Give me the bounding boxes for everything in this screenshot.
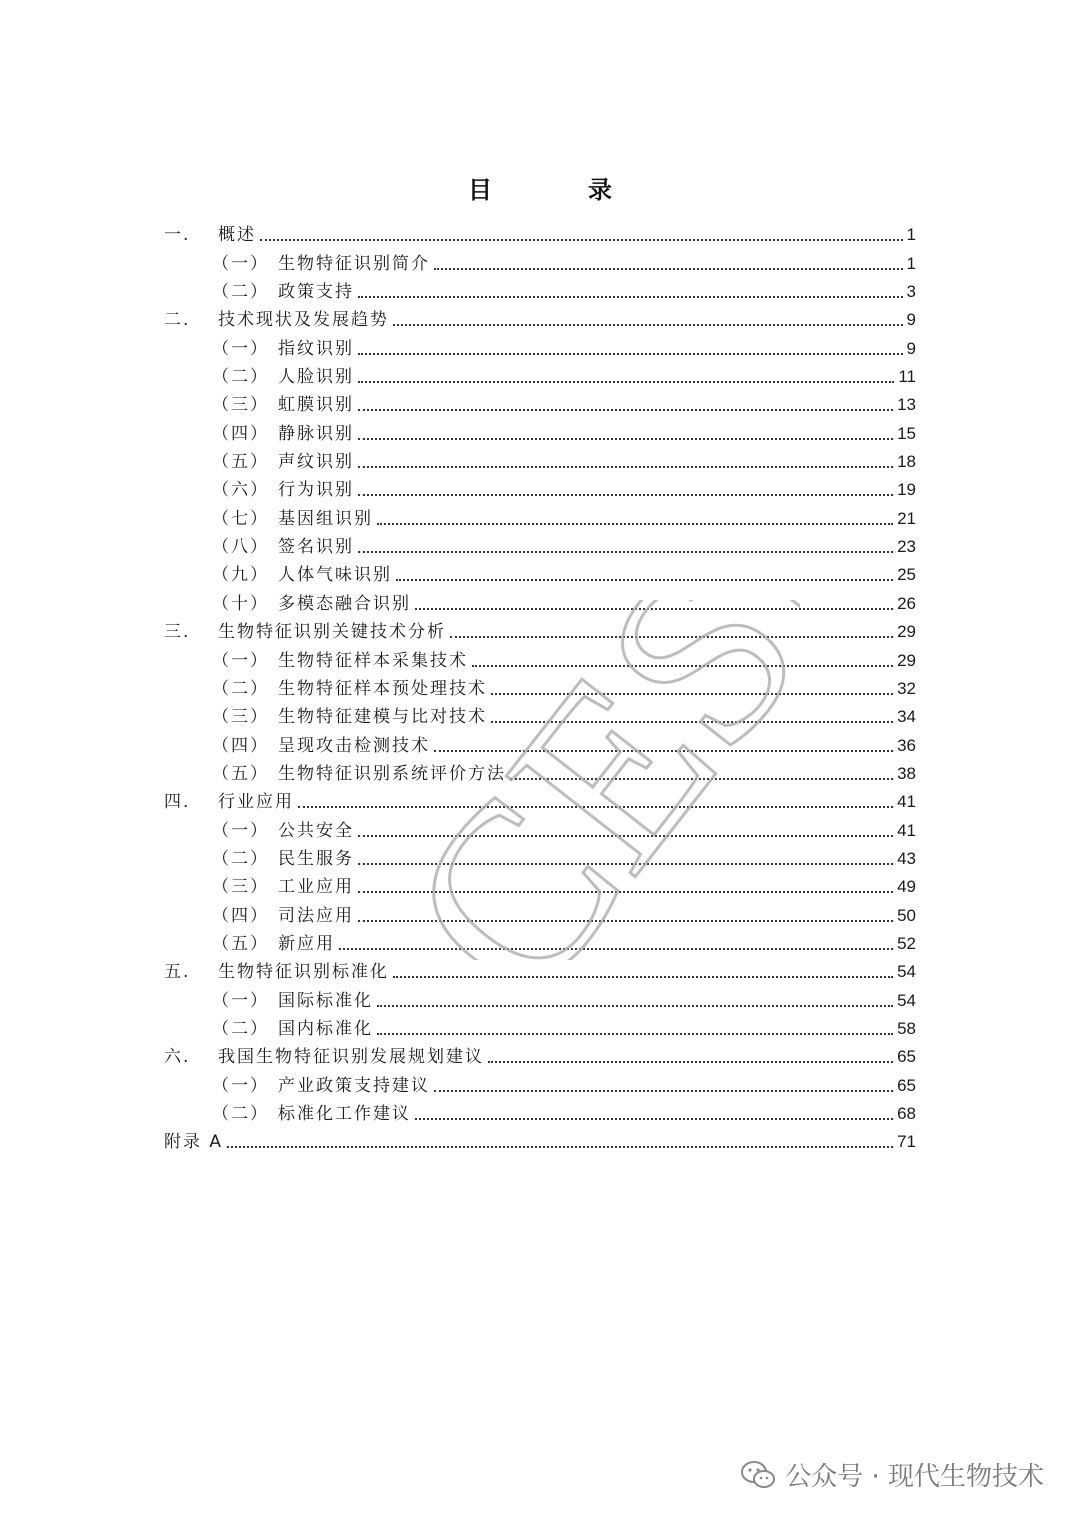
toc-number: （三） — [212, 395, 269, 416]
toc-page-number: 18 — [897, 452, 916, 472]
toc-leader-dots — [472, 665, 893, 667]
toc-row[interactable] — [164, 757, 916, 785]
toc-row[interactable] — [164, 501, 916, 529]
toc-label: 指纹识别 — [278, 338, 354, 359]
toc-leader-dots — [358, 296, 903, 298]
toc-number: （三） — [212, 877, 269, 898]
toc-leader-dots — [358, 920, 893, 922]
toc-number: 三. — [164, 622, 191, 643]
toc-page-number: 36 — [897, 735, 916, 755]
toc-leader-dots — [377, 1005, 893, 1007]
toc-label: 签名识别 — [278, 537, 354, 558]
toc-leader-dots — [358, 494, 893, 496]
toc-label: 人脸识别 — [278, 367, 354, 388]
toc-number: （九） — [212, 565, 269, 586]
footer-brand-text: 公众号 · 现代生物技术 — [785, 1462, 1044, 1492]
toc-row[interactable] — [164, 275, 916, 303]
toc-page-number: 25 — [897, 565, 916, 585]
toc-row[interactable] — [164, 218, 916, 246]
toc-number: （五） — [212, 452, 269, 473]
toc-page-number: 29 — [897, 622, 916, 642]
toc-label: 我国生物特征识别发展规划建议 — [218, 1047, 484, 1068]
toc-leader-dots — [434, 1090, 893, 1092]
toc-leader-dots — [298, 806, 893, 808]
toc-page-number: 21 — [897, 508, 916, 528]
toc-row[interactable] — [164, 303, 916, 331]
toc-page-number: 43 — [897, 848, 916, 868]
toc-row[interactable] — [164, 331, 916, 359]
toc-row[interactable] — [164, 473, 916, 501]
footer-brand — [741, 1456, 1044, 1493]
toc-label: 产业政策支持建议 — [278, 1075, 430, 1096]
toc-page-number: 54 — [897, 990, 916, 1010]
toc-leader-dots — [358, 353, 903, 355]
toc-page-number: 9 — [906, 338, 916, 358]
toc-row[interactable] — [164, 388, 916, 416]
toc-label: 生物特征样本采集技术 — [278, 650, 468, 671]
toc-leader-dots — [450, 636, 893, 638]
toc-page-number: 29 — [897, 650, 916, 670]
toc-page-number: 38 — [897, 763, 916, 783]
toc-number: 一. — [164, 225, 191, 246]
toc-row[interactable] — [164, 842, 916, 870]
toc-number: 四. — [164, 792, 191, 813]
toc-number: （四） — [212, 735, 269, 756]
toc-page-number: 65 — [897, 1075, 916, 1095]
toc-page-number: 50 — [897, 905, 916, 925]
toc-number: （一） — [212, 990, 269, 1011]
toc-label: 多模态融合识别 — [278, 593, 411, 614]
toc-row[interactable] — [164, 1097, 916, 1125]
toc-leader-dots — [358, 438, 893, 440]
toc-page-number: 34 — [897, 707, 916, 727]
toc-row[interactable] — [164, 1040, 916, 1068]
toc-label: 公共安全 — [278, 820, 354, 841]
toc-leader-dots — [434, 750, 893, 752]
toc-row[interactable] — [164, 813, 916, 841]
toc-label: 虹膜识别 — [278, 395, 354, 416]
toc-page-number: 65 — [897, 1047, 916, 1067]
toc-row[interactable] — [164, 246, 916, 274]
toc-page-number: 13 — [897, 395, 916, 415]
toc-label: 基因组识别 — [278, 508, 373, 529]
toc-page-number: 11 — [898, 367, 916, 387]
toc-row[interactable] — [164, 700, 916, 728]
toc-number: （七） — [212, 508, 269, 529]
toc-row[interactable] — [164, 728, 916, 756]
toc-leader-dots — [510, 778, 893, 780]
toc-number: （二） — [212, 678, 269, 699]
toc-row[interactable] — [164, 1125, 916, 1153]
toc-row[interactable] — [164, 927, 916, 955]
toc-number: （一） — [212, 650, 269, 671]
toc-label: 生物特征识别关键技术分析 — [218, 622, 446, 643]
toc-label: 呈现攻击检测技术 — [278, 735, 430, 756]
toc-leader-dots — [358, 835, 893, 837]
toc-page-number: 19 — [897, 480, 916, 500]
toc-page-number: 49 — [897, 877, 916, 897]
toc-row[interactable] — [164, 445, 916, 473]
toc-leader-dots — [415, 1118, 893, 1120]
toc-leader-dots — [358, 409, 893, 411]
toc-leader-dots — [377, 1033, 893, 1035]
toc-number: （一） — [212, 820, 269, 841]
page-title: 目 录 — [468, 175, 648, 204]
toc-number: （八） — [212, 537, 269, 558]
toc-label: 司法应用 — [278, 905, 354, 926]
toc-row[interactable] — [164, 416, 916, 444]
toc-label: 工业应用 — [278, 877, 354, 898]
toc-page-number: 58 — [897, 1018, 916, 1038]
toc-leader-dots — [358, 863, 893, 865]
toc-label: 政策支持 — [278, 282, 354, 303]
toc-leader-dots — [227, 1146, 893, 1148]
table-of-contents — [164, 218, 916, 1153]
toc-leader-dots — [434, 268, 903, 270]
toc-page-number: 23 — [897, 537, 916, 557]
toc-number: （一） — [212, 1075, 269, 1096]
toc-number: （五） — [212, 933, 269, 954]
toc-page-number: 52 — [897, 933, 916, 953]
toc-number: 二. — [164, 310, 191, 331]
toc-number: 六. — [164, 1047, 191, 1068]
toc-label: 国内标准化 — [278, 1018, 373, 1039]
toc-leader-dots — [396, 579, 893, 581]
toc-leader-dots — [358, 891, 893, 893]
toc-number: （五） — [212, 763, 269, 784]
toc-number: （四） — [212, 905, 269, 926]
toc-row[interactable] — [164, 785, 916, 813]
wechat-icon — [741, 1461, 775, 1489]
toc-label: 生物特征识别标准化 — [218, 962, 389, 983]
toc-leader-dots — [339, 948, 893, 950]
toc-leader-dots — [488, 1061, 893, 1063]
toc-page-number: 9 — [906, 310, 916, 330]
toc-page-number: 32 — [897, 678, 916, 698]
toc-number: （二） — [212, 1018, 269, 1039]
toc-row[interactable] — [164, 955, 916, 983]
toc-number: （三） — [212, 707, 269, 728]
toc-label: 概述 — [218, 225, 256, 246]
toc-page-number: 41 — [897, 820, 916, 840]
toc-label: 附录 A — [164, 1132, 224, 1153]
toc-page-number: 68 — [897, 1104, 916, 1123]
toc-number: （二） — [212, 282, 269, 303]
toc-leader-dots — [358, 381, 894, 383]
toc-number: （一） — [212, 253, 269, 274]
toc-page-number: 54 — [897, 962, 916, 982]
toc-row[interactable] — [164, 558, 916, 586]
toc-label: 行为识别 — [278, 480, 354, 501]
toc-leader-dots — [393, 976, 893, 978]
toc-number: 五. — [164, 962, 191, 983]
toc-label: 技术现状及发展趋势 — [218, 310, 389, 331]
toc-row[interactable] — [164, 643, 916, 671]
toc-row[interactable] — [164, 898, 916, 926]
toc-page-number: 15 — [897, 423, 916, 443]
toc-label: 生物特征识别系统评价方法 — [278, 763, 506, 784]
toc-number: （二） — [212, 848, 269, 869]
toc-row[interactable] — [164, 870, 916, 898]
toc-page-number: 41 — [897, 792, 916, 812]
toc-number: （六） — [212, 480, 269, 501]
toc-page-number: 1 — [906, 253, 916, 273]
toc-label: 人体气味识别 — [278, 565, 392, 586]
toc-leader-dots — [393, 324, 903, 326]
toc-leader-dots — [358, 551, 893, 553]
toc-label: 生物特征样本预处理技术 — [278, 678, 487, 699]
toc-label: 声纹识别 — [278, 452, 354, 473]
toc-label: 生物特征建模与比对技术 — [278, 707, 487, 728]
toc-leader-dots — [491, 693, 893, 695]
toc-number: （二） — [212, 367, 269, 388]
toc-number: （十） — [212, 593, 269, 614]
toc-label: 民生服务 — [278, 848, 354, 869]
toc-leader-dots — [377, 523, 893, 525]
toc-page-number: 3 — [906, 282, 916, 302]
toc-row[interactable] — [164, 530, 916, 558]
toc-page-number: 26 — [897, 593, 916, 613]
toc-row[interactable] — [164, 586, 916, 614]
toc-leader-dots — [358, 466, 893, 468]
toc-row[interactable] — [164, 983, 916, 1011]
toc-label: 新应用 — [278, 933, 335, 954]
toc-label: 生物特征识别简介 — [278, 253, 430, 274]
watermark-text: CESI — [353, 600, 800, 960]
toc-label: 国际标准化 — [278, 990, 373, 1011]
toc-row[interactable] — [164, 672, 916, 700]
toc-page-number: 1 — [906, 225, 916, 245]
toc-leader-dots — [491, 721, 893, 723]
toc-row[interactable] — [164, 1012, 916, 1040]
toc-number: （四） — [212, 423, 269, 444]
toc-page-number: 71 — [897, 1132, 916, 1152]
toc-row[interactable] — [164, 360, 916, 388]
toc-number: （一） — [212, 338, 269, 359]
toc-row[interactable] — [164, 615, 916, 643]
toc-label: 标准化工作建议 — [278, 1104, 411, 1124]
toc-leader-dots — [260, 239, 903, 241]
toc-number: （二） — [212, 1104, 269, 1124]
toc-row[interactable] — [164, 1068, 916, 1096]
toc-label: 静脉识别 — [278, 423, 354, 444]
toc-leader-dots — [415, 608, 893, 610]
toc-label: 行业应用 — [218, 792, 294, 813]
